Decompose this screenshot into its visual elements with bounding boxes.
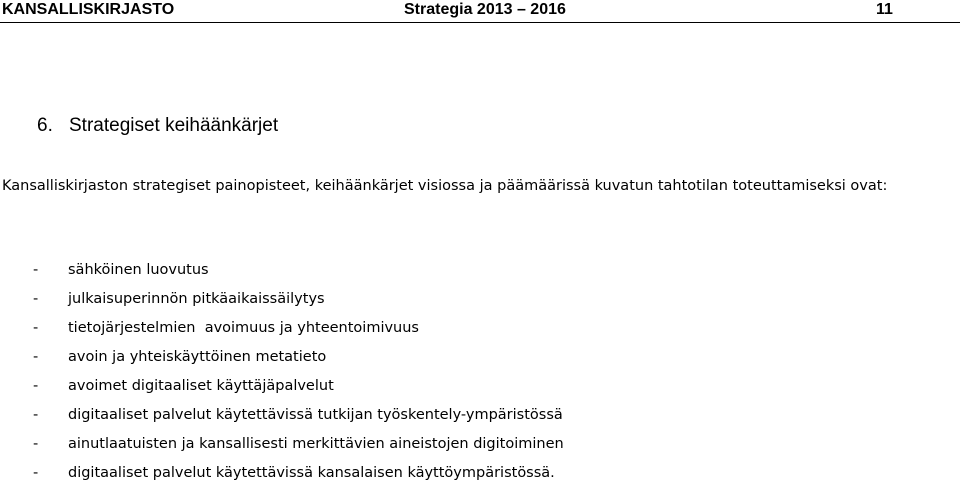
section-heading [37, 113, 278, 139]
list-item-text: digitaaliset palvelut käytettävissä tutkijan työskentely-ympäristössä [68, 407, 563, 423]
list-item-text: avoimet digitaaliset käyttäjäpalvelut [68, 378, 334, 394]
list-item-text: avoin ja yhteiskäyttöinen metatieto [68, 349, 327, 365]
list-item [0, 285, 564, 314]
list-item-text: tietojärjestelmien avoimuus ja yhteentoimivuus [68, 320, 419, 336]
bullet-marker: - [33, 436, 39, 452]
bullet-marker: - [33, 349, 39, 365]
list-item [0, 401, 564, 430]
header-document-title: Strategia 2013 – 2016 [404, 1, 566, 18]
list-item [0, 256, 564, 285]
list-item-text: digitaaliset palvelut käytettävissä kansalaisen käyttöympäristössä. [68, 465, 555, 481]
list-item [0, 372, 564, 401]
list-item-text: sähköinen luovutus [68, 262, 209, 278]
intro-paragraph: Kansalliskirjaston strategiset painopisteet, keihäänkärjet visiossa ja päämäärissä kuvatun tahtotilan toteuttamiseksi ovat: [2, 178, 888, 194]
bullet-marker: - [33, 291, 39, 307]
bullet-marker: - [33, 320, 39, 336]
bullet-marker: - [33, 407, 39, 423]
page-header [0, 0, 960, 23]
bullet-marker: - [33, 378, 39, 394]
list-item [0, 343, 564, 372]
header-organization: KANSALLISKIRJASTO [2, 1, 175, 18]
bullet-marker: - [33, 262, 39, 278]
section-number: 6. [37, 115, 53, 136]
list-item [0, 314, 564, 343]
list-item-text: julkaisuperinnön pitkäaikaissäilytys [68, 291, 325, 307]
bullet-list [0, 256, 564, 488]
list-item [0, 430, 564, 459]
list-item-text: ainutlaatuisten ja kansallisesti merkittävien aineistojen digitoiminen [68, 436, 564, 452]
section-title: Strategiset keihäänkärjet [69, 115, 279, 136]
bullet-marker: - [33, 465, 39, 481]
header-page-number: 11 [876, 1, 893, 18]
